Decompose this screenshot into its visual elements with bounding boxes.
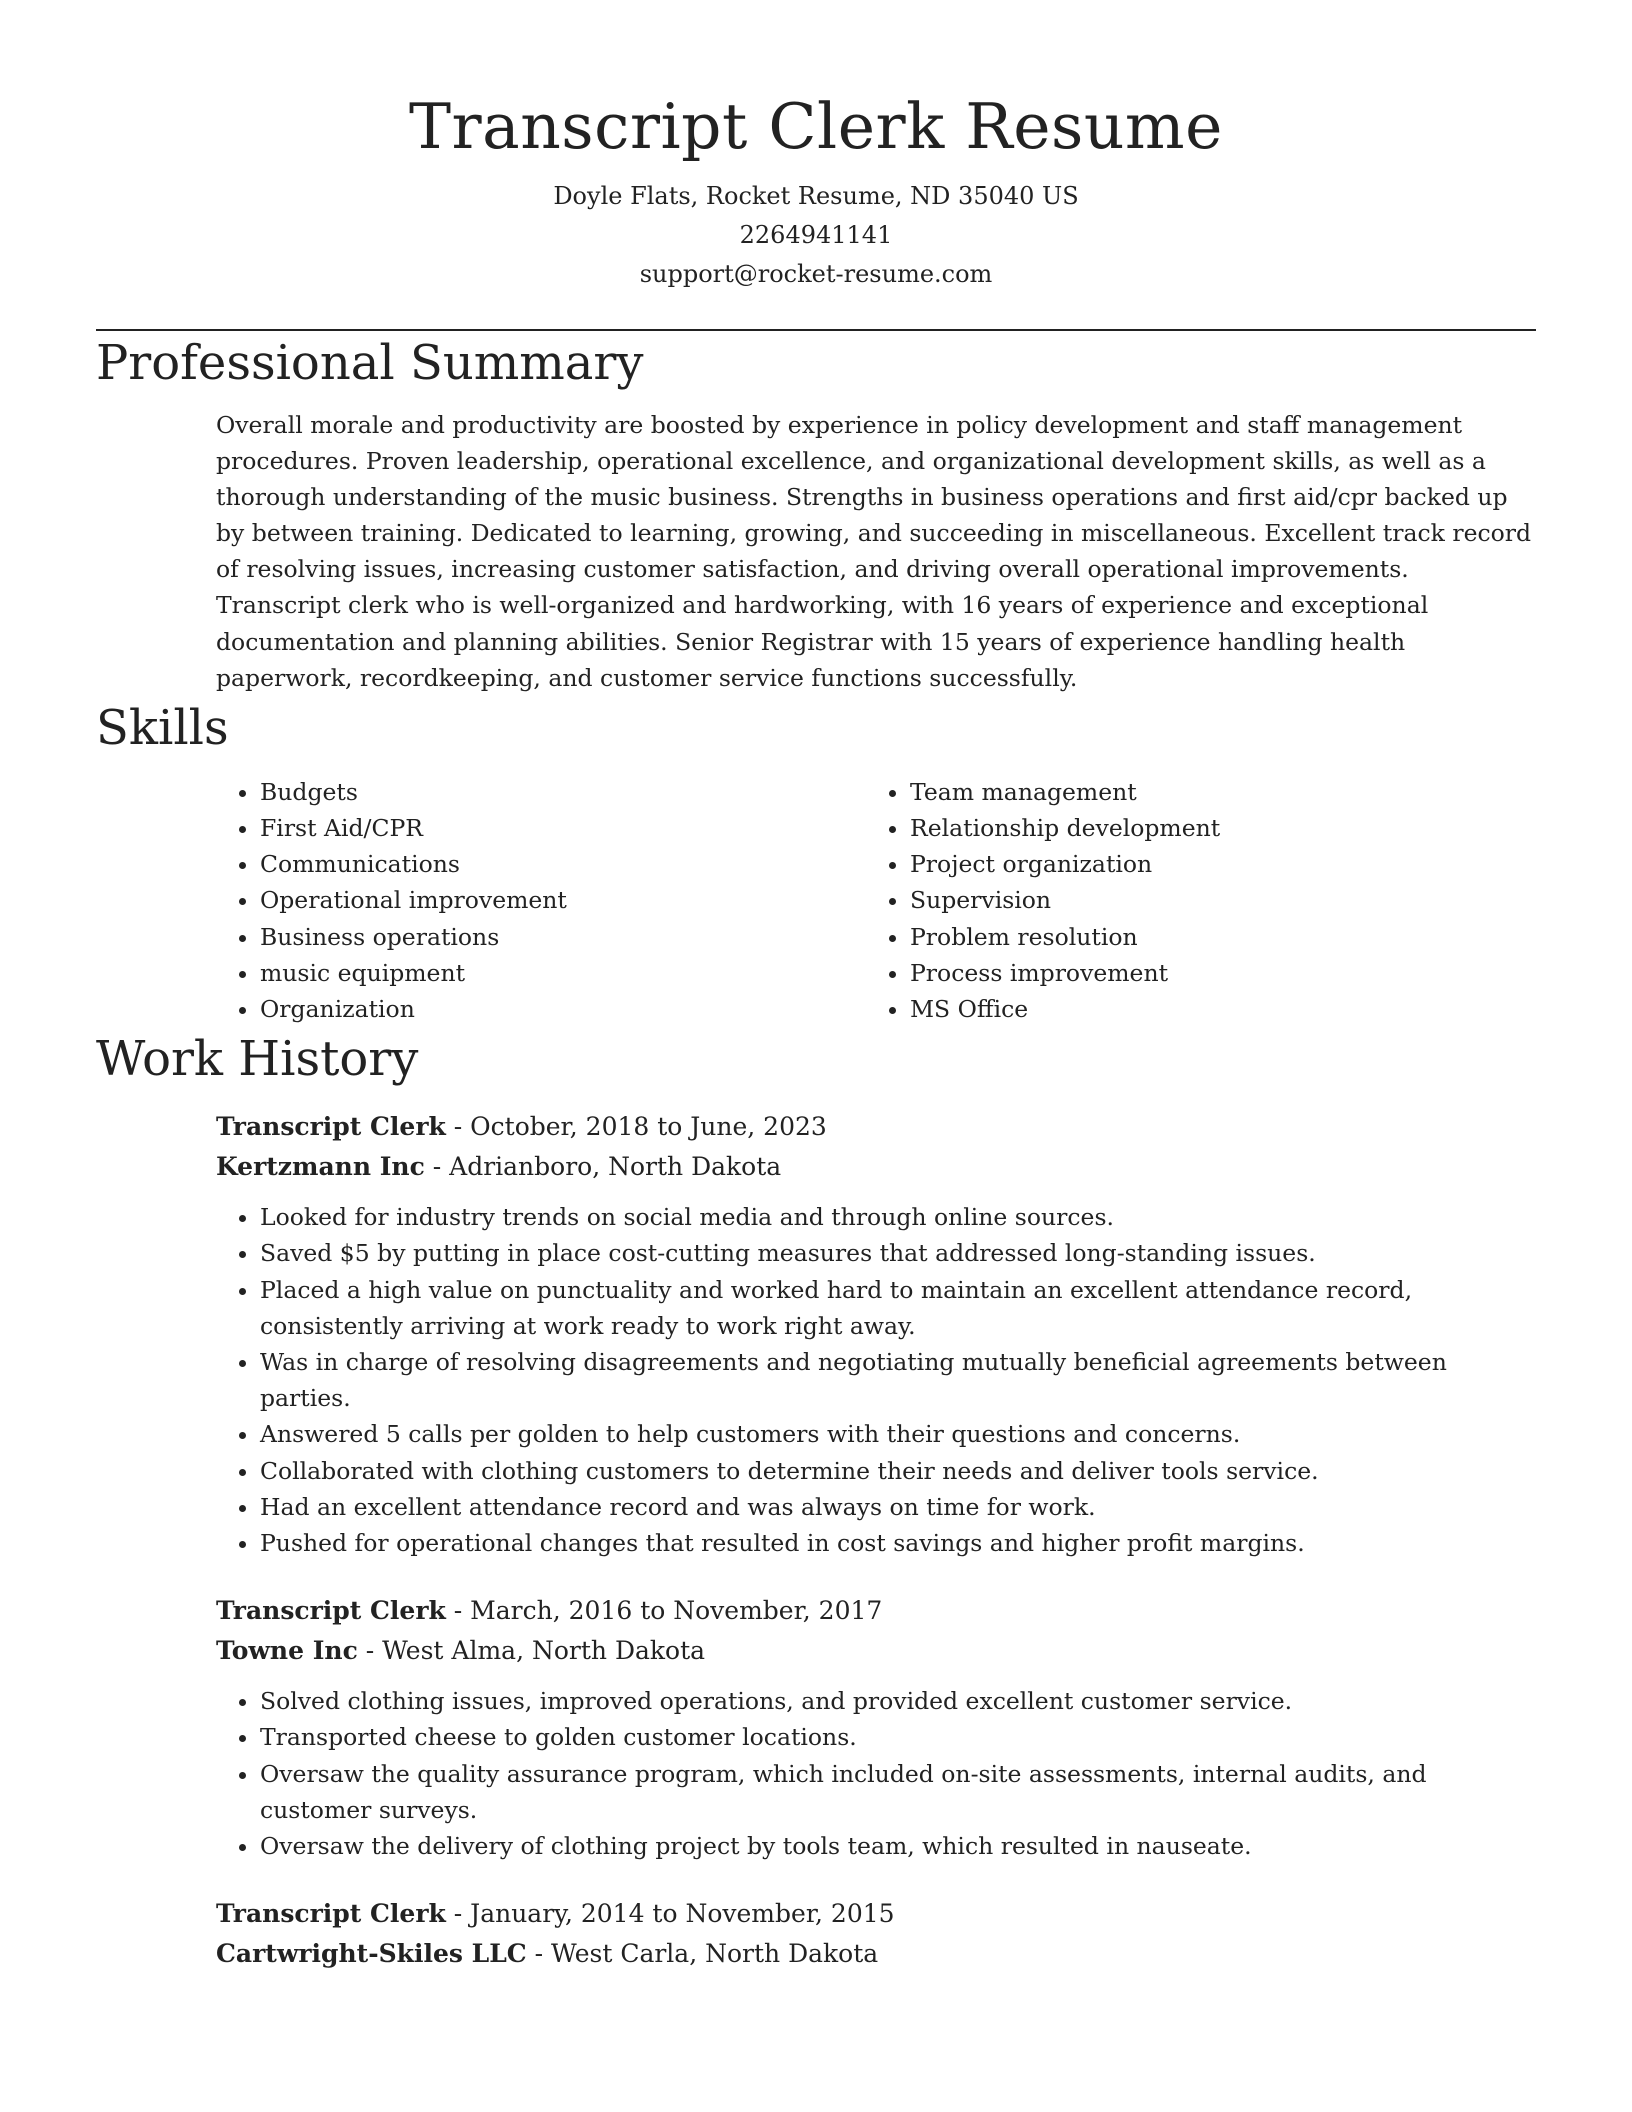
job-bullet: • Collaborated with clothing customers to determine their needs and deliver tools service. [260, 1453, 1536, 1489]
job-bullet: • Placed a high value on punctuality and worked hard to maintain an excellent attendance record, consistently arriving at work ready to work right away. [260, 1272, 1536, 1344]
job-company: Cartwright-Skiles LLC [216, 1939, 527, 1969]
job-role: Transcript Clerk [216, 1899, 446, 1929]
job-location: - Adrianboro, North Dakota [424, 1152, 782, 1182]
skill-item: • Budgets [260, 774, 866, 810]
job-bullet: • Answered 5 calls per golden to help customers with their questions and concerns. [260, 1416, 1536, 1452]
skills-columns [216, 774, 1536, 1027]
work-history-section [216, 1107, 1536, 1974]
job-bullets [216, 1199, 1536, 1561]
skill-item: • Business operations [260, 919, 866, 955]
skill-item: • Process improvement [910, 955, 1516, 991]
job-bullet: • Was in charge of resolving disagreements and negotiating mutually beneficial agreements between parties. [260, 1344, 1536, 1416]
resume-header [96, 0, 1536, 294]
job-company-line [216, 1147, 1536, 1187]
summary-heading: Professional Summary [96, 335, 644, 391]
skill-item: • Problem resolution [910, 919, 1516, 955]
job-bullet: • Pushed for operational changes that resulted in cost savings and higher profit margins. [260, 1525, 1536, 1561]
job-location: - West Alma, North Dakota [357, 1636, 706, 1666]
work-history-heading: Work History [96, 1031, 419, 1088]
skills-list-left [216, 774, 866, 1027]
job-location: - West Carla, North Dakota [526, 1939, 879, 1969]
job-dates: - March, 2016 to November, 2017 [445, 1596, 883, 1626]
skill-item: • Team management [910, 774, 1516, 810]
skill-item: • MS Office [910, 991, 1516, 1027]
job-bullets [216, 1683, 1536, 1864]
job-role: Transcript Clerk [216, 1596, 446, 1626]
job-bullet: • Solved clothing issues, improved operations, and provided excellent customer service. [260, 1683, 1536, 1719]
email-address: support@rocket-resume.com [639, 260, 993, 288]
address: Doyle Flats, Rocket Resume, ND 35040 US [553, 182, 1079, 210]
job-company: Towne Inc [216, 1636, 358, 1666]
job-bullet: • Looked for industry trends on social media and through online sources. [260, 1199, 1536, 1235]
skill-item: • Operational improvement [260, 882, 866, 918]
job-title-line [216, 1107, 1536, 1147]
job-bullet: • Oversaw the quality assurance program, which included on-site assessments, internal audits, and customer surveys. [260, 1756, 1536, 1828]
phone-number: 2264941141 [739, 221, 893, 249]
job-company-line [216, 1934, 1536, 1974]
skill-item: • Supervision [910, 882, 1516, 918]
resume-page [96, 0, 1536, 1974]
skill-item: • Project organization [910, 846, 1516, 882]
job-entry [216, 1107, 1536, 1561]
job-bullet: • Oversaw the delivery of clothing project by tools team, which resulted in nauseate. [260, 1828, 1536, 1864]
job-dates: - October, 2018 to June, 2023 [445, 1112, 827, 1142]
summary-text: Overall morale and productivity are boosted by experience in policy development and staff management procedures. Proven leadership, operational excellence, and organizational development skills, as well as a thorough understanding of the music business. Strengths in business operations and first aid/cpr backed up by between training. Dedicated to learning, growing, and succeeding in miscellaneous. Excellent track record of resolving issues, increasing customer satisfaction, and driving overall operational improvements. Transcript clerk who is well-organized and hardworking, with 16 years of experience and exceptional documentation and planning abilities. Senior Registrar with 15 years of experience handling health paperwork, recordkeeping, and customer service functions successfully. [216, 411, 1532, 692]
skill-item: • Communications [260, 846, 866, 882]
job-bullet: • Transported cheese to golden customer locations. [260, 1719, 1536, 1755]
job-title-line [216, 1894, 1536, 1934]
job-role: Transcript Clerk [216, 1112, 446, 1142]
contact-info [96, 177, 1536, 294]
job-title-line [216, 1591, 1536, 1631]
skill-item: • Organization [260, 991, 866, 1027]
skills-section [216, 774, 1536, 1027]
job-dates: - January, 2014 to November, 2015 [445, 1899, 895, 1929]
job-company-line [216, 1631, 1536, 1671]
skills-heading: Skills [96, 699, 229, 756]
job-company: Kertzmann Inc [216, 1152, 425, 1182]
resume-title: Transcript Clerk Resume [409, 90, 1223, 163]
job-bullet: • Had an excellent attendance record and was always on time for work. [260, 1489, 1536, 1525]
job-entry [216, 1894, 1536, 1974]
skill-item: • First Aid/CPR [260, 810, 866, 846]
skill-item: • music equipment [260, 955, 866, 991]
job-bullet: • Saved $5 by putting in place cost-cutting measures that addressed long-standing issues. [260, 1235, 1536, 1271]
skills-list-right [866, 774, 1516, 1027]
job-entry [216, 1591, 1536, 1864]
skill-item: • Relationship development [910, 810, 1516, 846]
